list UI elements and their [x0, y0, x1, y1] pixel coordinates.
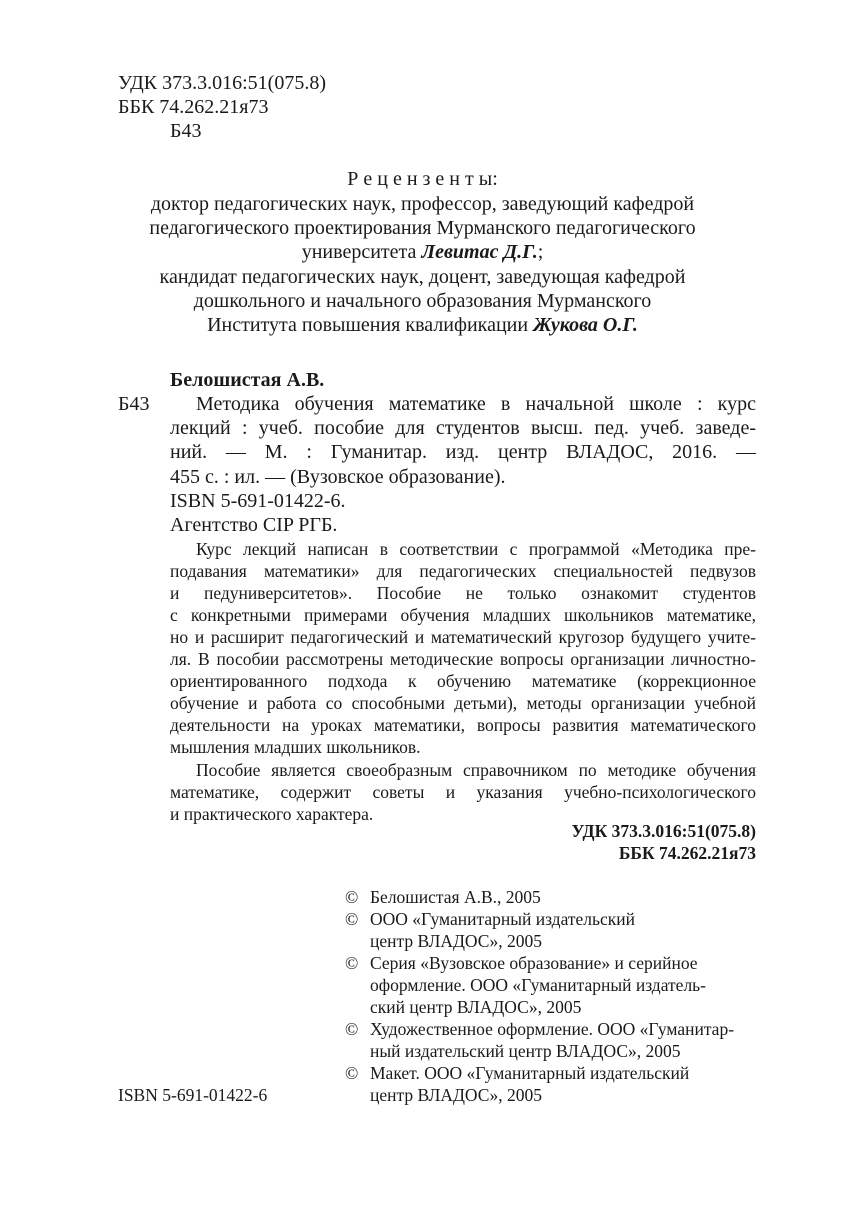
copyright-5-line-1: Макет. ООО «Гуманитарный издательский: [370, 1063, 690, 1083]
reviewer-2-line-3: [0, 314, 845, 336]
copyright-symbol: ©: [345, 909, 359, 929]
abstract-p1-line-2: подавания математики» для педагогических специальностей педвузов: [170, 561, 756, 581]
abstract-p1-line-5: но и расширит педагогический и математический кругозор будущего учите-: [170, 627, 756, 647]
copyright-symbol: ©: [345, 1063, 359, 1083]
copyright-symbol: ©: [345, 887, 359, 907]
bbk-code: ББК 74.262.21я73: [118, 96, 269, 118]
catalog-isbn: ISBN 5-691-01422-6.: [170, 490, 346, 512]
copyright-5-line-2: центр ВЛАДОС», 2005: [370, 1085, 542, 1105]
reviewer-1-name: Левитас Д.Г.: [421, 241, 538, 263]
abstract-p1-line-9: деятельности на уроках математики, вопросы развития математического: [170, 715, 756, 735]
abstract-p1-line-8: обучение и работа со способными детьми), методы организации учебной: [170, 693, 756, 713]
copyright-3-line-1: Серия «Вузовское образование» и серийное: [370, 953, 698, 973]
reviewer-2-line-1: кандидат педагогических наук, доцент, заведующая кафедрой: [159, 266, 686, 288]
abstract-p1-line-10: мышления младших школьников.: [170, 737, 421, 757]
reviewer-1-line-2: педагогического проектирования Мурманского педагогического: [149, 217, 696, 239]
abstract-p1-line-4: с конкретными примерами обучения младших школьников математике,: [170, 605, 756, 625]
copyright-2-line-2: центр ВЛАДОС», 2005: [370, 931, 542, 951]
copyright-symbol: ©: [345, 1019, 359, 1039]
reviewers-title: Р е ц е н з е н т ы:: [347, 168, 498, 190]
catalog-author-mark: Б43: [118, 393, 150, 415]
abstract-p2-line-3: и практического характера.: [170, 804, 374, 824]
author-mark: Б43: [170, 120, 202, 142]
abstract-p2-line-2: математике, содержит советы и указания учебно-психологического: [170, 782, 756, 802]
copyright-3-line-2: оформление. ООО «Гуманитарный издатель-: [370, 975, 706, 995]
udk-code: УДК 373.3.016:51(075.8): [118, 72, 326, 94]
copyright-1-line-1: Белошистая А.В., 2005: [370, 887, 541, 907]
udk-code-right: УДК 373.3.016:51(075.8): [571, 821, 756, 841]
copyright-3-line-3: ский центр ВЛАДОС», 2005: [370, 997, 582, 1017]
abstract-p2-line-1: Пособие является своеобразным справочником по методике обучения: [196, 760, 756, 780]
abstract-p1-line-1: Курс лекций написан в соответствии с программой «Методика пре-: [196, 539, 756, 559]
copyright-4-line-1: Художественное оформление. ООО «Гуманитар-: [370, 1019, 735, 1039]
catalog-agency: Агентство CIP РГБ.: [170, 514, 338, 536]
reviewer-2-name: Жукова О.Г.: [533, 314, 638, 336]
copyright-symbol: ©: [345, 953, 359, 973]
isbn-bottom: ISBN 5-691-01422-6: [118, 1085, 268, 1105]
catalog-author: Белошистая А.В.: [170, 369, 325, 391]
copyright-4-line-2: ный издательский центр ВЛАДОС», 2005: [370, 1041, 681, 1061]
abstract-p1-line-6: ля. В пособии рассмотрены методические вопросы организации личностно-: [170, 649, 756, 669]
copyright-2-line-1: ООО «Гуманитарный издательский: [370, 909, 636, 929]
reviewer-1-line-3: [0, 241, 845, 263]
reviewer-1-affiliation: университета: [301, 241, 422, 263]
reviewer-2-line-2: дошкольного и начального образования Мурманского: [193, 290, 652, 312]
catalog-line-1: Методика обучения математике в начальной школе : курс: [196, 393, 756, 415]
reviewer-2-affiliation: Института повышения квалификации: [207, 314, 534, 336]
catalog-line-2: лекций : учеб. пособие для студентов высш. пед. учеб. заведе-: [170, 417, 756, 439]
abstract-p1-line-3: и педуниверситетов». Пособие не только ознакомит студентов: [170, 583, 756, 603]
abstract-p1-line-7: ориентированного подхода к обучению математике (коррекционное: [170, 671, 756, 691]
catalog-line-4: 455 с. : ил. — (Вузовское образование).: [170, 466, 506, 488]
reviewer-1-line-1: доктор педагогических наук, профессор, заведующий кафедрой: [150, 193, 695, 215]
reviewer-1-punct: ;: [537, 241, 544, 263]
bbk-code-right: ББК 74.262.21я73: [618, 843, 756, 863]
catalog-line-3: ний. — М. : Гуманитар. изд. центр ВЛАДОС, 2016. —: [170, 441, 756, 463]
